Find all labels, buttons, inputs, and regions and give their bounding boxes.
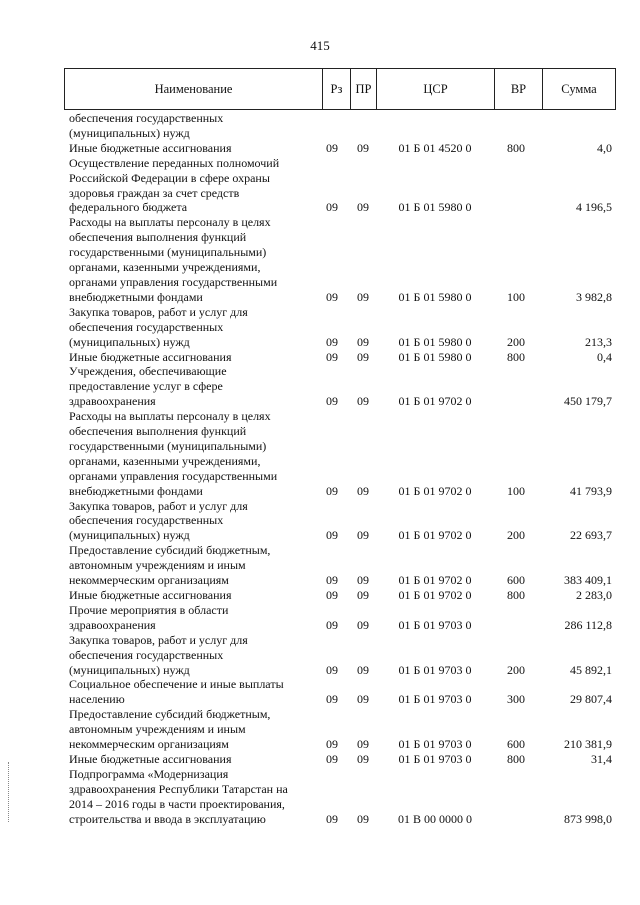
table-row	[64, 707, 616, 752]
header-pr: ПР	[351, 69, 377, 109]
row-rz: 09	[326, 483, 338, 498]
header-sum: Сумма	[561, 81, 597, 96]
row-vr: 200	[507, 662, 525, 677]
table-row	[64, 499, 616, 544]
row-name	[64, 499, 312, 544]
row-sum: 213,3	[585, 334, 612, 349]
row-csr: 01 Б 01 9703 0	[398, 751, 472, 766]
row-name	[64, 752, 312, 767]
table-row	[64, 215, 616, 304]
row-name-line: органами, казенными учреждениями,	[69, 453, 261, 468]
row-pr: 09	[357, 662, 369, 677]
table-row	[64, 633, 616, 678]
row-name-line: Прочие мероприятия в области	[69, 602, 229, 617]
table-row	[64, 677, 616, 707]
row-name-line: Социальное обеспечение и иные выплаты	[69, 677, 284, 692]
row-name	[64, 409, 312, 498]
row-pr: 09	[357, 140, 369, 155]
row-name-line: автономным учреждениям и иным	[69, 722, 246, 737]
row-csr: 01 Б 01 9702 0	[398, 573, 472, 588]
row-name-line: федерального бюджета	[69, 200, 188, 215]
row-pr: 09	[357, 483, 369, 498]
row-name-line: некоммерческим организациям	[69, 737, 229, 752]
row-pr: 09	[357, 573, 369, 588]
row-name-line: государственными (муниципальными)	[69, 438, 267, 453]
row-name-line: Осуществление переданных полномочий	[69, 155, 280, 170]
row-vr: 100	[507, 289, 525, 304]
page-number: 415	[310, 38, 330, 53]
row-sum: 29 807,4	[570, 692, 612, 707]
row-rz: 09	[326, 573, 338, 588]
table-row	[64, 141, 616, 156]
row-name-line: Иные бюджетные ассигнования	[69, 349, 232, 364]
header-vr: ВР	[495, 69, 543, 109]
row-vr: 600	[507, 573, 525, 588]
row-pr: 09	[357, 289, 369, 304]
row-vr: 800	[507, 140, 525, 155]
row-name-line: внебюджетными фондами	[69, 483, 203, 498]
row-rz: 09	[326, 289, 338, 304]
row-sum: 22 693,7	[570, 528, 612, 543]
row-name	[64, 588, 312, 603]
table-row	[64, 603, 616, 633]
row-csr: 01 Б 01 9703 0	[398, 617, 472, 632]
row-name-line: (муниципальных) нужд	[69, 528, 190, 543]
row-name	[64, 141, 312, 156]
row-rz: 09	[326, 200, 338, 215]
row-name-line: (муниципальных) нужд	[69, 125, 190, 140]
row-vr: 800	[507, 588, 525, 602]
row-name-line: строительства и ввода в эксплуатацию	[69, 811, 266, 826]
row-name	[64, 156, 312, 216]
row-csr: 01 Б 01 5980 0	[398, 200, 472, 215]
row-csr: 01 Б 01 9702 0	[398, 394, 472, 409]
row-csr: 01 В 00 0000 0	[397, 811, 472, 826]
row-name-line: обеспечения государственных	[69, 513, 224, 528]
row-sum: 41 793,9	[570, 483, 612, 498]
row-rz: 09	[326, 751, 338, 766]
row-rz: 09	[326, 692, 338, 707]
row-name-line: (муниципальных) нужд	[69, 334, 190, 349]
row-name-line: Иные бюджетные ассигнования	[69, 588, 232, 602]
row-rz: 09	[326, 737, 338, 752]
row-name	[64, 707, 312, 752]
row-sum: 4,0	[597, 140, 612, 155]
table-row	[64, 543, 616, 588]
row-name-line: Расходы на выплаты персоналу в целях	[69, 215, 271, 230]
row-csr: 01 Б 01 9702 0	[398, 588, 472, 602]
table-row	[64, 156, 616, 216]
row-pr: 09	[357, 692, 369, 707]
row-sum: 450 179,7	[564, 394, 612, 409]
row-rz: 09	[326, 588, 338, 602]
row-name-line: обеспечения выполнения функций	[69, 424, 247, 439]
table-row	[64, 350, 616, 365]
row-csr: 01 Б 01 9702 0	[398, 528, 472, 543]
row-csr: 01 Б 01 9703 0	[398, 737, 472, 752]
row-name-line: органами управления государственными	[69, 274, 278, 289]
row-sum: 3 982,8	[576, 289, 612, 304]
row-name	[64, 677, 312, 707]
row-sum: 0,4	[597, 349, 612, 364]
row-name	[64, 364, 312, 409]
row-name	[64, 603, 312, 633]
row-name	[64, 305, 312, 350]
row-rz: 09	[326, 617, 338, 632]
header-csr: ЦСР	[377, 69, 495, 109]
row-rz: 09	[326, 349, 338, 364]
row-name-line: обеспечения государственных	[69, 319, 224, 334]
row-vr: 300	[507, 692, 525, 707]
table-body	[64, 111, 616, 827]
row-name-line: Закупка товаров, работ и услуг для	[69, 632, 248, 647]
table-row	[64, 111, 616, 141]
row-name	[64, 111, 312, 141]
row-name-line: Закупка товаров, работ и услуг для	[69, 498, 248, 513]
row-name-line: населению	[69, 692, 125, 707]
row-name-line: органами, казенными учреждениями,	[69, 260, 261, 275]
row-name	[64, 350, 312, 365]
row-csr: 01 Б 01 9702 0	[398, 483, 472, 498]
row-vr: 200	[507, 334, 525, 349]
row-pr: 09	[357, 811, 369, 826]
row-name	[64, 633, 312, 678]
row-csr: 01 Б 01 4520 0	[398, 140, 472, 155]
row-csr: 01 Б 01 5980 0	[398, 334, 472, 349]
row-pr: 09	[357, 751, 369, 766]
row-rz: 09	[326, 528, 338, 543]
margin-mark	[8, 762, 10, 822]
row-name	[64, 215, 312, 304]
row-name-line: органами управления государственными	[69, 468, 278, 483]
row-pr: 09	[357, 349, 369, 364]
row-vr: 800	[507, 349, 525, 364]
row-rz: 09	[326, 811, 338, 826]
row-sum: 873 998,0	[564, 811, 612, 826]
row-name-line: государственными (муниципальными)	[69, 245, 267, 260]
row-pr: 09	[357, 334, 369, 349]
row-pr: 09	[357, 528, 369, 543]
row-name-line: Иные бюджетные ассигнования	[69, 751, 232, 766]
header-rz: Рз	[323, 69, 351, 109]
row-rz: 09	[326, 140, 338, 155]
row-name-line: Предоставление субсидий бюджетным,	[69, 707, 271, 722]
row-name-line: Предоставление субсидий бюджетным,	[69, 543, 271, 558]
row-name	[64, 767, 312, 827]
row-name-line: Учреждения, обеспечивающие	[69, 364, 227, 379]
row-name-line: здравоохранения	[69, 617, 156, 632]
row-name-line: внебюджетными фондами	[69, 289, 203, 304]
table-row	[64, 364, 616, 409]
row-name-line: обеспечения государственных	[69, 111, 224, 125]
table-row	[64, 409, 616, 498]
row-sum: 2 283,0	[576, 588, 612, 602]
table-row	[64, 588, 616, 603]
row-sum: 4 196,5	[576, 200, 612, 215]
table-row	[64, 305, 616, 350]
row-name-line: Российской Федерации в сфере охраны	[69, 170, 270, 185]
table-row	[64, 767, 616, 827]
row-vr: 600	[507, 737, 525, 752]
row-csr: 01 Б 01 9703 0	[398, 662, 472, 677]
row-sum: 45 892,1	[570, 662, 612, 677]
row-pr: 09	[357, 617, 369, 632]
row-name-line: здравоохранения Республики Татарстан на	[69, 781, 288, 796]
row-name-line: обеспечения государственных	[69, 647, 224, 662]
row-name-line: некоммерческим организациям	[69, 573, 229, 588]
row-pr: 09	[357, 588, 369, 602]
row-csr: 01 Б 01 5980 0	[398, 349, 472, 364]
row-vr: 200	[507, 528, 525, 543]
row-csr: 01 Б 01 9703 0	[398, 692, 472, 707]
row-name-line: Закупка товаров, работ и услуг для	[69, 304, 248, 319]
header-name: Наименование	[65, 69, 323, 109]
row-name-line: Расходы на выплаты персоналу в целях	[69, 409, 271, 424]
row-csr: 01 Б 01 5980 0	[398, 289, 472, 304]
row-name-line: Иные бюджетные ассигнования	[69, 140, 232, 155]
row-name-line: обеспечения выполнения функций	[69, 230, 247, 245]
row-name-line: предоставление услуг в сфере	[69, 379, 223, 394]
row-name-line: здравоохранения	[69, 394, 156, 409]
row-rz: 09	[326, 662, 338, 677]
row-name-line: 2014 – 2016 годы в части проектирования,	[69, 796, 285, 811]
row-name	[64, 543, 312, 588]
row-sum: 383 409,1	[564, 573, 612, 588]
row-name-line: (муниципальных) нужд	[69, 662, 190, 677]
row-pr: 09	[357, 737, 369, 752]
row-pr: 09	[357, 394, 369, 409]
row-sum: 210 381,9	[564, 737, 612, 752]
row-sum: 31,4	[591, 751, 612, 766]
row-vr: 800	[507, 751, 525, 766]
table-header	[64, 68, 616, 110]
row-vr: 100	[507, 483, 525, 498]
row-sum: 286 112,8	[564, 617, 612, 632]
row-name-line: здоровья граждан за счет средств	[69, 185, 240, 200]
row-rz: 09	[326, 334, 338, 349]
row-rz: 09	[326, 394, 338, 409]
row-pr: 09	[357, 200, 369, 215]
row-name-line: Подпрограмма «Модернизация	[69, 766, 229, 781]
row-name-line: автономным учреждениям и иным	[69, 558, 246, 573]
table-row	[64, 752, 616, 767]
